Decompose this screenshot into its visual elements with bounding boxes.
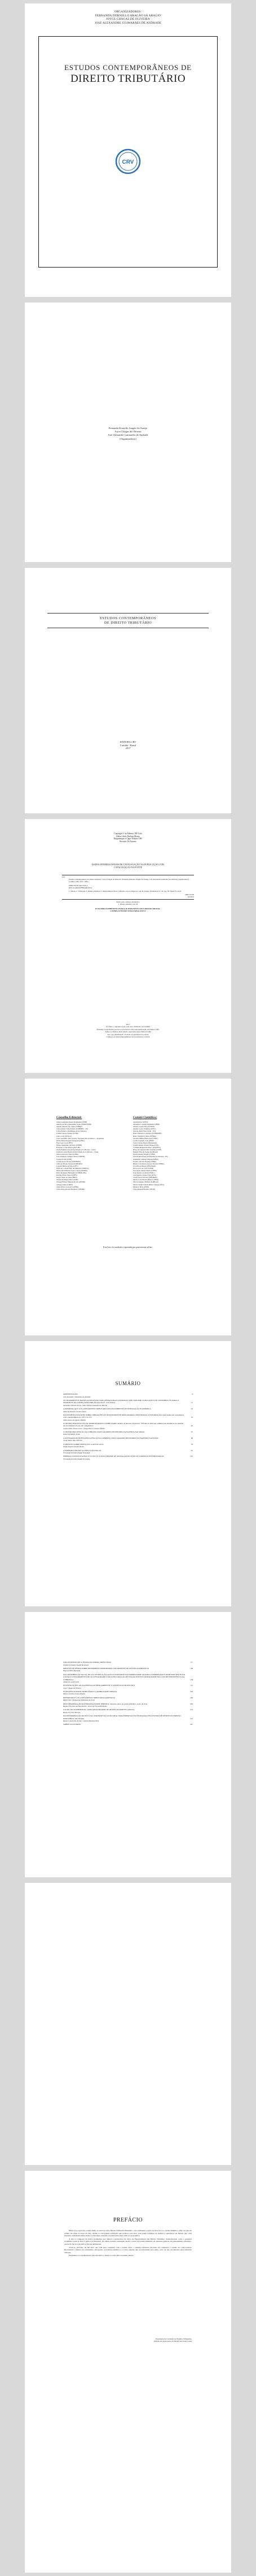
council-member: Leonel Severo Rocha (UNISINOS): [133, 1176, 157, 1179]
author-name: Joyce Chagas de Oliveira: [114, 430, 142, 433]
council-member: Ivan Dias da Motta (CESUMAR): [133, 1164, 156, 1167]
council-member: Guilherme Camargo Massaú (UFPel): [133, 1158, 158, 1160]
signature-line: Ordem dos Advogados do Brasil Seccional Ceará: [153, 2340, 192, 2343]
council-member: Bruno Wanderley Júnior (UFMG): [133, 1134, 156, 1137]
toc-author: Carlos Omar Souza Cirino / Thiago Pierre Linhares Mattos: [63, 1427, 105, 1430]
toc-page: 23: [191, 1408, 193, 1410]
council-member: Lídia de Oliveira Xavier (UNIEURO): [56, 1162, 82, 1165]
council-member: Jorge Renato dos Reis (UNISC): [133, 1172, 155, 1175]
half-title-line2: DE DIREITO TRIBUTÁRIO: [104, 621, 152, 625]
toc-author: Jânderson Leal Farias: [63, 1680, 80, 1683]
council-member: Caroline Müller Bitencourt (UNISC): [133, 1137, 158, 1140]
cover-frame: [38, 36, 218, 268]
editorial-council: [56, 1116, 123, 1190]
toc-author: Joyce Chagas de Oliveira: [63, 1686, 82, 1689]
toc-page: 231: [190, 1717, 193, 1720]
council-member: Antônio Pereira Gaio Júnior (UFRRJ): [56, 1125, 82, 1128]
toc-entry: [63, 1673, 193, 1683]
council-member: Diogo de Calasans Melo Andrade (UNIT): [133, 1149, 162, 1151]
toc-entry: [63, 1431, 193, 1435]
toc-author: Fernanda Dornello Aragão Sá Araújo: [63, 1451, 90, 1454]
toc-page: 57: [191, 1431, 193, 1434]
toc-title: O IMPOSTO SOBRE SERVIÇOS E A ADVOCACIA: [63, 1443, 104, 1445]
half-title-page: [25, 568, 231, 813]
toc-entry: [63, 1684, 193, 1689]
council-member: Antonio Peña Freire (UGR – ES): [133, 1130, 156, 1133]
council-member: Sérgio Nunes de Jesus (IFRO): [56, 1176, 77, 1179]
copyright-line: Copyright © da Editora CRV Ltda: [114, 833, 142, 835]
publisher-name: EDITORA CRV: [120, 741, 136, 743]
legal-line: Todos os direitos desta edição reservados pela: Editora CRV: [105, 1031, 151, 1033]
toc-entry: [63, 1715, 193, 1722]
council-member: Eduardo Biacchi Gomes (UniBrasil): [133, 1151, 158, 1154]
council-member: Leonel Severo Rocha (UNISINOS): [56, 1160, 81, 1163]
toc-page: 165: [190, 1690, 193, 1693]
digital-notice: ESTA OBRA TAMBÉM ENCONTRA-SE DISPONÍVEL EM FORMATO DIGITAL.: [95, 907, 161, 910]
toc-entry: [63, 1408, 193, 1412]
toc-row: [63, 1437, 193, 1439]
council-member: Celso Conti (UFSCar): [56, 1134, 72, 1137]
toc-row: [63, 1414, 193, 1419]
council-member: Solange Helena Ximenes-Rocha (UFOPA): [56, 1181, 86, 1184]
toc-page: 129: [190, 1667, 193, 1670]
council-member: Marcos Augusto Maliska (UniBrasil): [133, 1181, 158, 1184]
toc-title: DA DETERMINAÇÃO DO IPI E CSLL POR BASE NO LUCRO REAL PARA EMPRESAS INCENTIVADAS PELO FUNDO DE DESENVOLVIMENTO INDUSTRIAL DO CEARÁ: [63, 1715, 181, 1720]
council-member: Elione Maria Nogueira Diogenes (UFAL): [56, 1139, 85, 1142]
toc-entry: [63, 1703, 193, 1707]
toc-author: Renan Ferreira Oliveira: [63, 1711, 81, 1714]
council-member: Gloria Fariñas León (Universidade de La Havana – Cuba): [56, 1149, 96, 1151]
editorial-council-title: Conselho Editorial:: [56, 1116, 82, 1119]
toc-entry: [63, 1414, 193, 1421]
index-heading: Índice para catálogo sistemático: [116, 901, 140, 904]
council-member: Paulo Romualdo Hernandes (UNIFAL-MG): [56, 1172, 87, 1175]
council-member: Andréia da Silva Quintanilha Sousa (UNIR/UFRN): [56, 1123, 91, 1126]
council-member: Maurício Mota (UERJ): [133, 1185, 149, 1188]
toc-entry: [63, 1449, 193, 1454]
toc-title: O DEVIDO PROCESSO LEGAL ADMINISTRATIVO TRIBUTÁRIO: Análise do Recurso Especial nº 979.442 de 2019 que admitiu pela incidência da validade dos documentos fiscais até o julgamento: [63, 1422, 184, 1427]
council-member: Eneida Desiree Salgado (UFPR): [133, 1153, 155, 1156]
council-member: Ilton Garcia da Costa (UENP): [133, 1167, 154, 1169]
review-line: Revisão: Os Autores: [120, 840, 136, 843]
council-member: Bruno Meneses Lorenzetto (UNIBRASIL): [133, 1132, 162, 1135]
toc-row: [63, 1715, 193, 1720]
toc-author: Ramon Cavalcante Araújo / Gustavo Benitez Diniz: [63, 1719, 99, 1722]
council-member: Carlos Federico Dominguez Avila (Unieuro): [56, 1130, 87, 1133]
toc-page: 9: [192, 1393, 193, 1396]
toc-title: EXTRAFISCALIDADE TRIBUTÁRIA E A MOBILIDADE URBANA: [63, 1690, 117, 1693]
toc-row: [63, 1422, 193, 1427]
layout-line: Diagramação e Capa: Editora CRV: [113, 838, 143, 840]
council-member: Sydione Santos (UEPG): [56, 1183, 73, 1186]
toc-entry: [63, 1697, 193, 1701]
subjects: 1. Direito 2. Tributação 3. Direito tributário 4. Jurisprudência fiscal I. Oliveira, Joyce Chagas de. org. II. Araújo, Fernanda D. A. Sá. org. III. Título IV. Série: [69, 890, 182, 893]
catalog-text: Estudos contemporâneos de direito tributário / Joyce Chagas de Oliveira, Fernanda Dornello Aragão Sá Araújo, José Alexandre Guimarães de Andrade (organizadores) – Curitiba: CRV, 2017. 188 p.: [69, 878, 191, 883]
publisher-city: Curitiba - Brasil: [120, 743, 136, 747]
blank-page: [25, 1883, 231, 2165]
council-member: Maria Cristina Vidotte Blanco Tárrega (UFG): [133, 1183, 164, 1186]
council-member: Gustavo Silveira Siqueira (UERJ): [133, 1160, 156, 1163]
toc-row: [63, 1408, 193, 1410]
council-member: Marcia Carla Pereira Ribeiro (UFPR): [133, 1179, 158, 1181]
legal-line: Tel.: (41) 3039-6418 - E-mail: sac@editoracrv.com.br: [107, 1033, 149, 1036]
council-member: Carmen Tereza Velanga (UNIR): [56, 1132, 78, 1135]
legal-year: 2017: [126, 1023, 130, 1026]
app-notice: CONHEÇA E BAIXE NOSSO APLICATIVO!: [110, 909, 146, 912]
toc-author: Guilherme Duarte Araújo Sá Araújo: [63, 1663, 89, 1666]
cover-title-line2: DIREITO TRIBUTÁRIO: [70, 73, 186, 85]
toc-row: [63, 1708, 193, 1711]
toc-page: 79: [191, 1443, 193, 1445]
council-member: Elizeu Clementino de Souza (UNEB): [56, 1144, 82, 1146]
toc-title: A ATIVIDADE DE INTELIGÊNCIA FISCAL NA COBRANÇA DOS GRANDES DEVEDORES DA FAZENDA NACIONAL: [63, 1436, 159, 1439]
council-member: Aldira Guimarães Duarte Domínguez (UNB): [56, 1121, 87, 1123]
toc-page: 117: [190, 1661, 193, 1664]
council-member: Rodrigo Pratte-Santos (UFES): [56, 1174, 77, 1177]
council-member: Francisco Carlos Duarte (PUC-PR): [56, 1146, 81, 1149]
toc-row: [63, 1399, 193, 1404]
toc-title: DA CONTRIBUIÇÃO SOCIAL DE 10% EM RELAÇÃO AO FGTS POR PARTE DO EMPREGADOR QUANDO O EMPREGADO É DEMITIDO SEM JUSTA CAUSA E O EXAURIMENTO DE SUA FINALIDADE COM A DECLARAÇÃO DE SUA INCONSTITUCIONALIDADE EM CASO DE PERSISTÊNCIA NA COBRANÇA: [63, 1673, 186, 1681]
toc-page: 69: [191, 1436, 193, 1439]
preface-paragraph: Trata-se, portanto, de um livro que vem para contribuir com o debate sobre o sistema tributário nacional, tão complexo e repleto de controvérsias. Recomendo a leitura aos estudantes, advogados, servidores públicos e a todos aqueles que se interessam pelo tema, certo de que encontrarão aqui reflexões valiosas.: [64, 2246, 192, 2254]
toc-page: 139: [190, 1678, 193, 1681]
preface-paragraph: Parabenizo os organizadores pela iniciativa e desejo a todos uma excelente leitura.: [69, 2254, 134, 2257]
toc-title: REFERENDO E O PLANEJAMENTO TRIBUTÁRIO AGRESSIVO: [63, 1696, 116, 1699]
publisher-logo-icon: [115, 148, 141, 174]
signature-line: Presidente da Comissão de Estudos Tributários: [156, 2338, 192, 2340]
toc-title: DESCONSIDERAÇÃO DA PERSONALIDADE JURÍDICA: atuações ativas do poder judiciário, ponto de vista: [63, 1702, 148, 1705]
cdd: CDD 341.39: [184, 893, 194, 896]
catalog-heading: [25, 863, 231, 869]
toc-entry: [63, 1667, 193, 1672]
publisher-block: [25, 741, 231, 750]
legal-block: [25, 1023, 231, 1038]
councils-page: [25, 1079, 231, 1335]
editor-name: FERNANDA DORNELLO ARAGÃO SÁ ARAÚJO: [95, 14, 161, 17]
preface-title: PREFÁCIO: [113, 2217, 143, 2223]
divider: [47, 613, 209, 614]
toc-row: [63, 1684, 193, 1686]
editor-name: JOSÉ ALEXANDRE GUIMARÃES DE ANDRADE: [94, 21, 162, 25]
council-member: Lourdes Helena da Silva (UFV): [56, 1164, 78, 1167]
council-member: João Paulo Allain Teixeira (UFPE): [133, 1169, 157, 1172]
scientific-committee: [133, 1116, 200, 1190]
council-member: Clarice Seixas Duarte (Mackenzie): [133, 1141, 157, 1144]
council-member: Claudia Ribeiro Pereira Nunes (UVA): [133, 1144, 159, 1146]
toc-title: DA INCIDÊNCIA DO ICMS SOBRE OPERAÇÕES DE TRANSPORTE DE MERCADORIAS DESTINADAS À EXPORTAÇÃO: uma análise em consonância com a jurisprudência do STF e do STJ: [63, 1414, 184, 1419]
preface-page: [25, 2171, 231, 2573]
toc-page: 151: [190, 1684, 193, 1687]
toc-page: 107: [190, 1455, 193, 1458]
editors-label: ORGANIZADORES:: [114, 10, 142, 14]
toc-title: SOBRE OS AUTORES: [63, 1723, 81, 1726]
council-member: Cristhian Magnus De Marco (UNOESC): [133, 1146, 161, 1149]
toc-page: 183: [190, 1696, 193, 1699]
copyright-page: [25, 819, 231, 1073]
toc-title: A PENHORA ONLINE NA EXECUÇÃO FISCAL: [63, 1449, 101, 1452]
toc-author: Daniel de Sabóia Xavier: [63, 1433, 81, 1436]
toc-page: 203: [190, 1702, 193, 1705]
council-member: Carlos Alberto Vilar Estêvão (UMINHO – PT): [56, 1128, 89, 1131]
toc-page: 35: [191, 1416, 193, 1419]
council-member: Alfredo Copetti Neto (UNIJUÍ): [133, 1125, 155, 1128]
council-member: Gabriel Real Ferrer (Universidad de Alicante – ES): [133, 1155, 168, 1158]
council-member: Alceu Kerber (UFFS): [133, 1121, 148, 1123]
author-name: José Alexandre Guimarães de Andrade: [108, 433, 148, 437]
council-member: Maria Lília Imbiriba Sousa Colares (UFOPA): [56, 1169, 87, 1172]
authors-page: [25, 303, 231, 562]
toc-author: Maria Carolina Chaves Hydral: [63, 1693, 85, 1696]
toc-author: Alana de Oliveira Girotto Tolusa: [63, 1410, 86, 1413]
council-member: Helena Colodetti Gonçalves Silveira (UFMG): [133, 1162, 165, 1165]
toc-author: Regina Francisca do Nascimento / Luiz Ueir Fernandes Rubin: [63, 1705, 107, 1707]
editor-chief-line: Editor-chefe: Railson Moura: [116, 835, 140, 838]
toc-title: O DESVIO PROCESSUAL DA COBRANÇA DOS GRANDES DEVEDORES DA FAZENDA NACIONAL: [63, 1431, 145, 1434]
toc-title: OS TRATAMENTOS DADOS AO REGISTRO NÃO-OPERACIONAIS APURADAS SOB O REGIME CUMULATIVO DE CONTRIBUIÇÃO PARA O PIS/PASEP E DA COFINS, APÓS EDIÇÃO DA LEI Nº 12.973/2014: [63, 1399, 179, 1404]
cover-title-line1: ESTUDOS CONTEMPORÂNEOS DE: [64, 63, 192, 72]
toc-title: O ICMS SOCIOAMBIENTAL COMO REGISTRADOR DE DESENVOLVIMENTO SOCIAL: [63, 1708, 135, 1711]
council-member: Alexandre Coutinho Pagliarini (UFPR): [133, 1123, 160, 1126]
toc-entry: [63, 1723, 193, 1725]
author-name: Fernanda Dornello Aragão Sá Araújo: [108, 427, 148, 430]
toc-page: 11: [191, 1401, 193, 1404]
summary-page-continued: [25, 1612, 231, 1877]
cover-page: [25, 3, 231, 297]
summary-title: SUMÁRIO: [115, 1381, 141, 1386]
table-of-contents: [63, 1392, 193, 1460]
toc-page: 213: [190, 1708, 193, 1711]
council-member: Tadeu Oliver Gonçalves (UFPA): [56, 1185, 79, 1188]
toc-page: 91: [191, 1449, 193, 1452]
cover-editors: [25, 10, 231, 25]
council-member: Antônio Carlos Wolkmer (UFSC): [133, 1128, 156, 1131]
legal-line: Foi feito o depósito legal conf. Lei 10.994 de 14/12/2004: [106, 1026, 150, 1028]
toc-entry: [63, 1708, 193, 1713]
table-of-contents-continued: [63, 1660, 193, 1726]
editor-name: JOYCE CHAGAS DE OLIVEIRA: [106, 17, 150, 21]
catalog-heading-1: DADOS INTERNACIONAIS DE CATALOGAÇÃO NA PUBLICAÇÃO (CIP): [91, 863, 165, 866]
toc-author: André Amaro de Aguiar Martins: [63, 1418, 86, 1421]
toc-row: [63, 1455, 193, 1457]
preface-paragraph: Muito já se escreveu e ainda muito se escreve sobre Direito Tributário Brasileiro, que continuará a gerar escritos face ao caráter dinâmico, uma vez que ele reflete em todas as áreas da vida. Assim, é com grande satisfação que prefacio esta obra, pois reúne trabalhos de juristas e operadores do Direito que, com maestria, enfrentam temas atuais e relevantes, trazendo ao leitor uma visão crítica e propositiva.: [64, 2229, 192, 2237]
toc-row: [63, 1673, 193, 1681]
authors-block: [25, 427, 231, 441]
council-member: Simone Rodrigues Pinto (UNB): [56, 1179, 78, 1181]
council-member: Jailson Alves dos Santos (UFRJ): [56, 1153, 79, 1156]
toc-title: APRESENTAÇÃO: [63, 1393, 78, 1396]
council-member: João Adalberto Campato Junior (UNESP): [56, 1155, 85, 1158]
catalog-code: E79: [62, 876, 65, 878]
publisher-logo-text: CRV: [122, 159, 134, 165]
toc-author: Carla Nalice Neiv Oliveira: [63, 1439, 82, 1442]
scientific-committee-title: Comitê Científico:: [133, 1116, 157, 1119]
summary-page: [25, 1341, 231, 1606]
toc-entry: [63, 1455, 193, 1460]
legal-line: Proibida a reprodução parcial ou total desta obra sem autorização da Editora CRV: [96, 1028, 160, 1031]
council-member: Cecilia Caballero Lois (UFRJ): [133, 1139, 154, 1142]
toc-author: Fernanda Dornello Aragão Sá Araújo: [63, 1457, 90, 1460]
catalog-card: [62, 874, 194, 912]
council-member: Guillermo Arias Beatón (Universidade de La Havana – Cuba): [56, 1151, 99, 1154]
preface-paragraph: A obra é composta de textos produzidos por alunos e professores do curso de Especialização em Direito Tributário, demonstrando como a pesquisa acadêmica pode se aliar à prática profissional. Os temas tratados abrangem desde a teoria da norma tributária até questões práticas de planejamento tributário, execução fiscal e incentivos fiscais ambientais.: [64, 2237, 192, 2245]
council-member: Élsio José Corá (UFFS): [56, 1141, 73, 1144]
council-member: Josania Portela (UFPI): [56, 1158, 72, 1160]
copyright-credits: [25, 833, 231, 843]
toc-entry: [63, 1422, 193, 1430]
author-role: (Organizadores): [120, 437, 136, 440]
publication-year: 2017: [125, 747, 131, 750]
review-note: Este livro foi avaliado e aprovado por pareceristas ad hoc.: [103, 1246, 153, 1248]
half-title-line1: ESTUDOS CONTEMPORÂNEOS: [100, 616, 156, 620]
toc-entry: [63, 1393, 193, 1397]
council-member: Maria de Lourdes Pinto de Almeida (UNOESC): [56, 1167, 89, 1169]
toc-entry: [63, 1443, 193, 1448]
toc-row: [63, 1723, 193, 1725]
toc-row: [63, 1667, 193, 1670]
index-entry: 1. Direito tributário 341.39: [118, 903, 138, 906]
council-member: Cesar Gerônimo Tello (Univer. Nacional Três de Febrero – Argentina): [56, 1137, 104, 1140]
toc-title: INCENTIVOS FISCAIS NA DEFESA DO MEIO AMBIENTE E A RENÚNCIA DE RECEITA: [63, 1684, 135, 1687]
catalog-heading-2: CATALOGAÇÃO NA FONTE: [113, 866, 143, 869]
toc-title: IMPOSTO DE RENDA SOBRE RENDIMENTO PATRIMONIAL DECORRENTE DE PENSÃO ALIMENTÍCIA: [63, 1667, 149, 1670]
doi: DOI 10.24824/978854441926.4: [69, 886, 92, 889]
toc-page: 45: [191, 1425, 193, 1427]
council-member: Tania Suely Azevedo Brasileiro (UFOPA): [56, 1188, 85, 1190]
toc-title: EMENDA CONSTITUCIONAL Nº 87/2015 E O NOVO REGIME DE APURAÇÃO DO ICMS NO COMÉRCIO INTERESTADUAL: [63, 1455, 165, 1458]
toc-author: Hugo de Brito Machado: [63, 1670, 81, 1672]
toc-entry: [63, 1661, 193, 1666]
cdu: 34:336.2: [187, 896, 194, 899]
toc-author: José Alexandre Guimarães de Andrade: [63, 1395, 91, 1398]
toc-title: UMA INTRODUÇÃO À TEORIA DA NORMA TRIBUTÁRIA: [63, 1661, 112, 1664]
toc-entry: [63, 1437, 193, 1442]
legal-line: Conheça os nossos lançamentos: www.editoracrv.com.br: [106, 1036, 150, 1039]
toc-entry: [63, 1399, 193, 1407]
toc-author: Felipe Augusto Araújo Muniz: [63, 1445, 84, 1448]
toc-author: Alexandre Sobreira de Sá / Aline Sobreira Salomão de Macedo: [63, 1404, 108, 1407]
council-member: José Querino Tavares Neto (UFG): [133, 1174, 157, 1177]
toc-entry: [63, 1690, 193, 1695]
toc-author: Rafael Vitor Albuquerque Rodrigues de Lima: [63, 1699, 95, 1702]
preface-body: [64, 2229, 192, 2258]
toc-page: 247: [190, 1723, 193, 1726]
preface-signature: [64, 2338, 192, 2343]
isbn: ISBN 978-85-444-1926-4: [69, 884, 88, 887]
toc-title: A IMPORTAÇÃO E O PLANEJAMENTO TRIBUTÁRIO EM UM AMBIENTE DE INTEGRAÇÃO ECONÔMICA: [63, 1408, 151, 1410]
council-member: Tiago Resende Botelho (UFGD): [133, 1188, 155, 1190]
